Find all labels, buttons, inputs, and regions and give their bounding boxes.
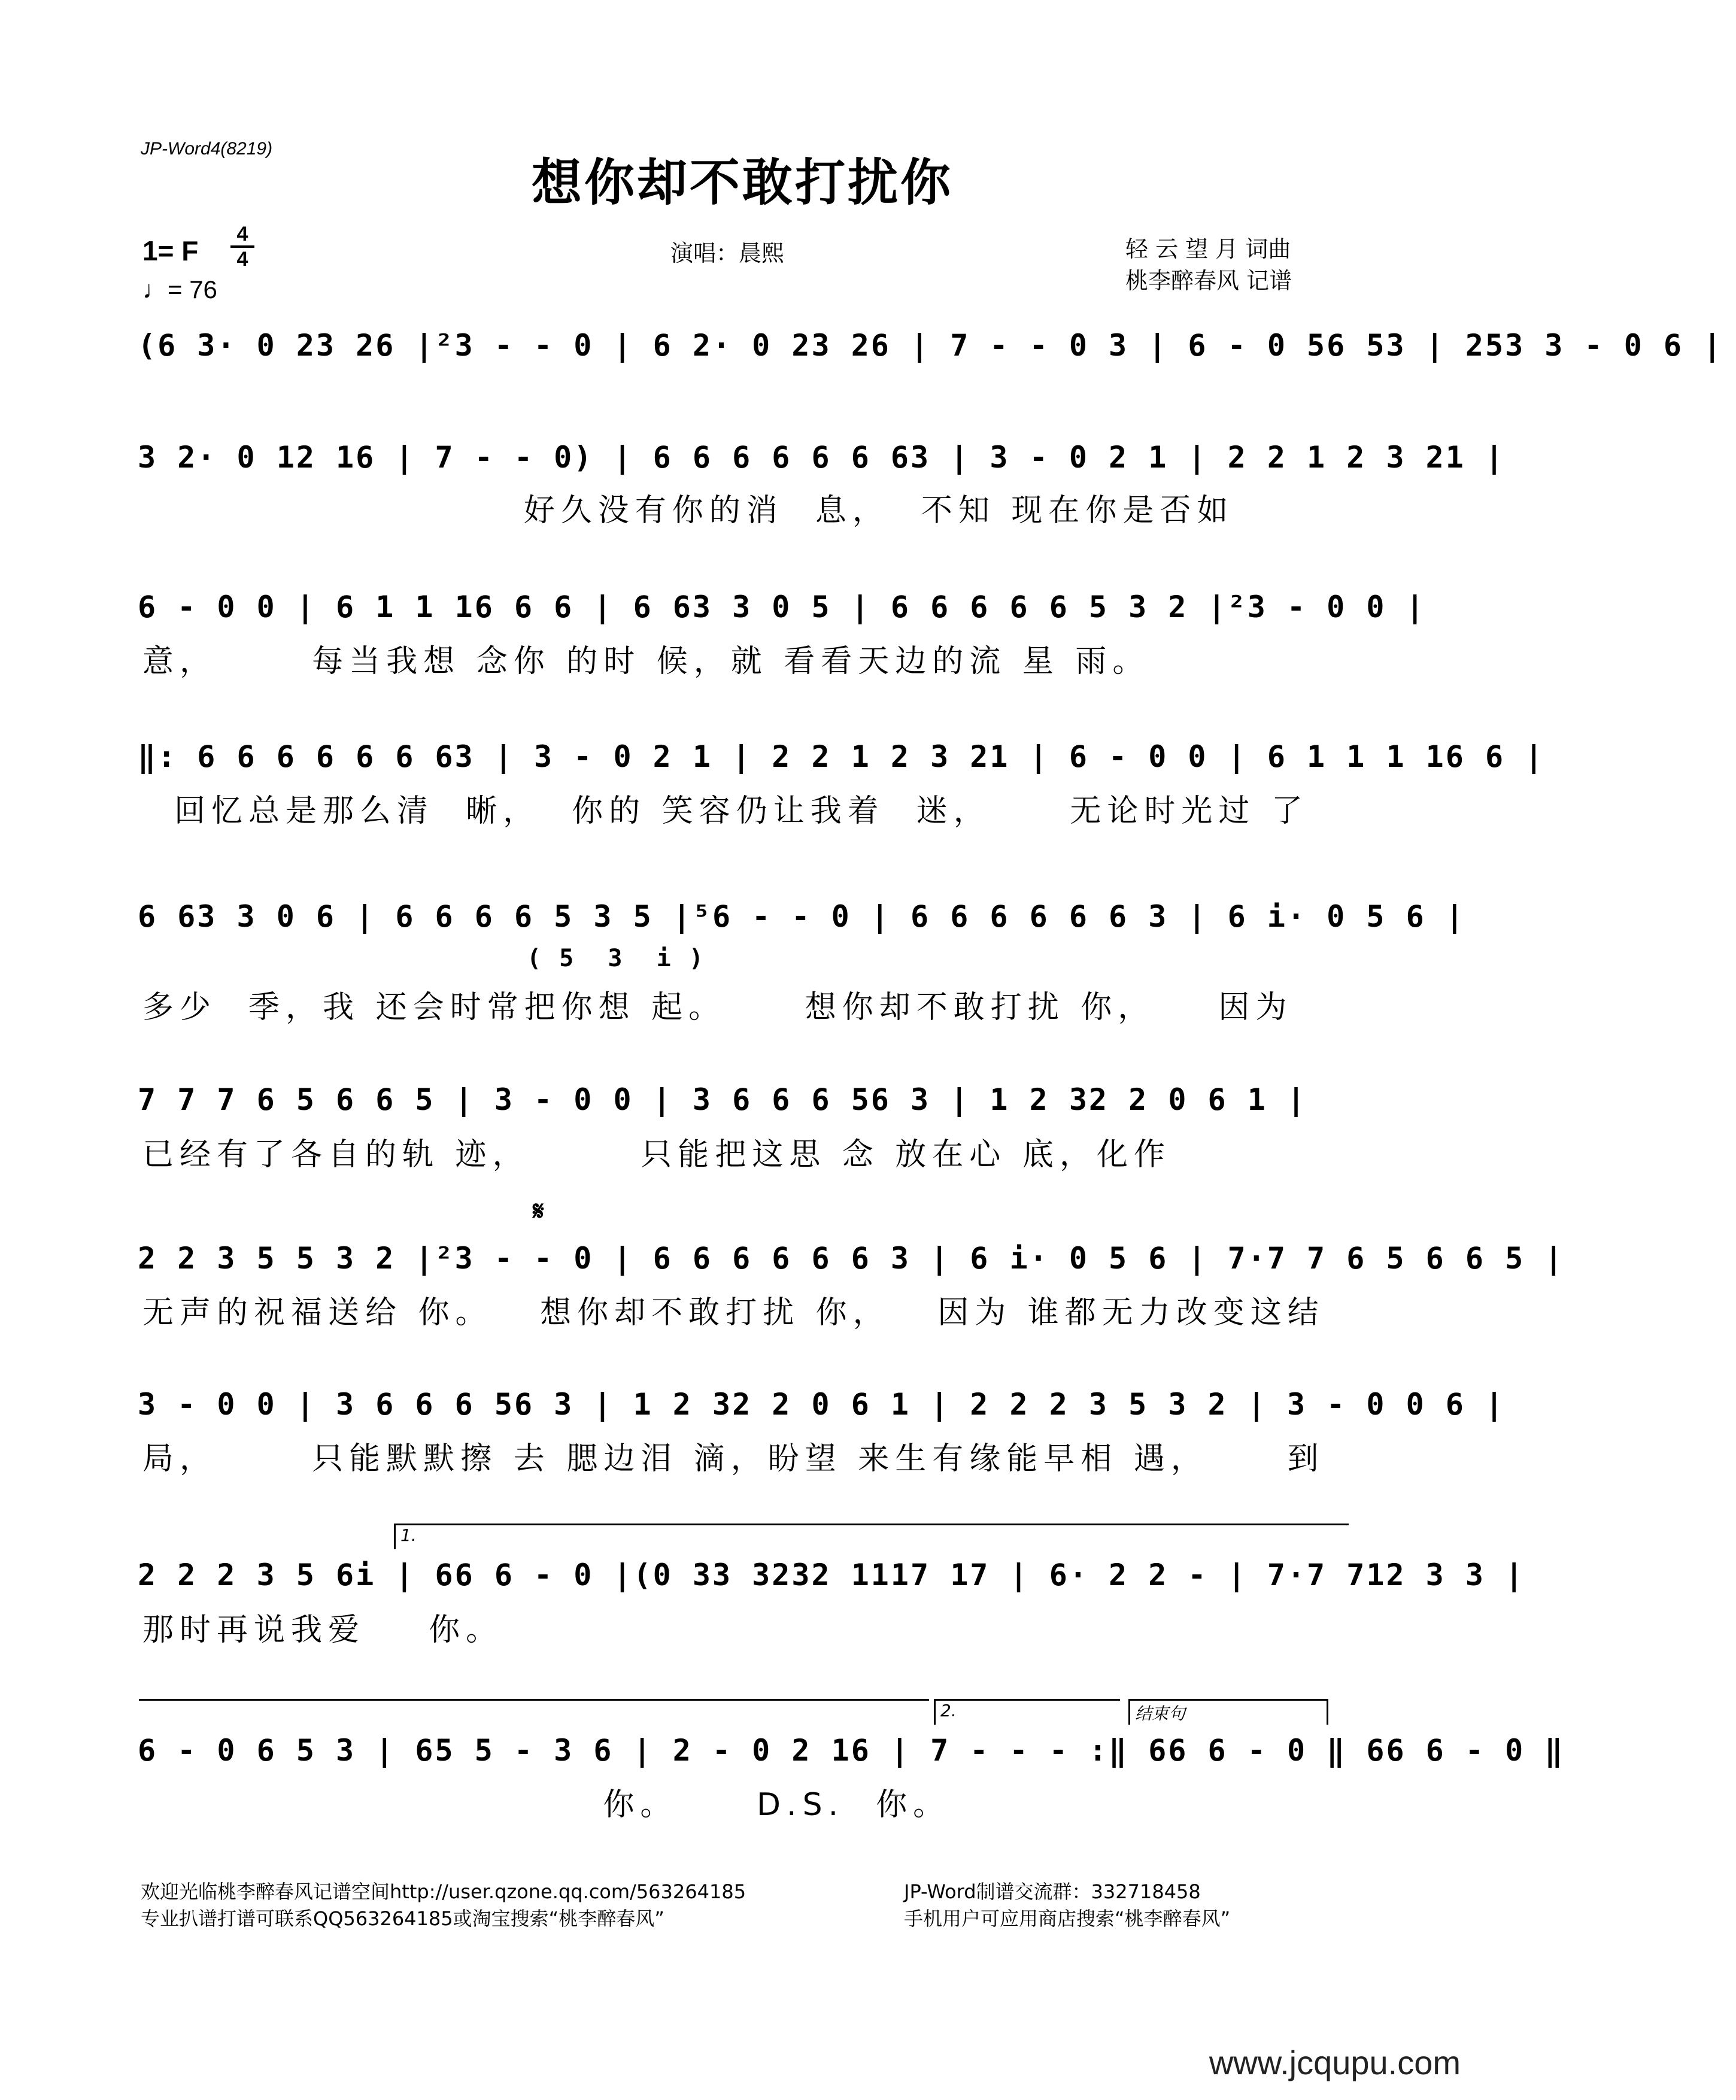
lyric-line-8: 局， 只能默默擦 去 腮边泪 滴，盼望 来生有缘能早相 遇， 到 bbox=[142, 1441, 1325, 1477]
score-line-5: 6 63 3 0 6 | 6 6 6 6 5 3 5 |⁵6 - - 0 | 6 6 6 6 6 6 3 | 6 i· 0 5 6 | bbox=[138, 899, 1465, 934]
score-line-7: 2 2 3 5 5 3 2 |²3 - - 0 | 6 6 6 6 6 6 3 | 6 i· 0 5 6 | 7·7 7 6 5 6 6 5 | bbox=[138, 1241, 1565, 1276]
lyric-line-5: 多少 季，我 还会时常把你想 起。 想你却不敢打扰 你， 因为 bbox=[142, 990, 1293, 1025]
singer: 演唱：晨熙 bbox=[670, 240, 785, 266]
lyric-line-7: 无声的祝福送给 你。 想你却不敢打扰 你， 因为 谁都无力改变这结 bbox=[142, 1295, 1325, 1331]
volta-1-bracket: 1. bbox=[394, 1524, 556, 1549]
song-title: 想你却不敢打扰你 bbox=[531, 153, 953, 212]
transcriber-credit: 桃李醉春风 记谱 bbox=[1125, 268, 1292, 294]
lyric-line-4: 回忆总是那么清 晰， 你的 笑容仍让我着 迷， 无论时光过 了 bbox=[142, 793, 1309, 829]
lyric-line-2: 好久没有你的消 息， 不知 现在你是否如 bbox=[142, 493, 1234, 529]
footer-line-2-left: 专业扒谱打谱可联系QQ563264185或淘宝搜索“桃李醉春风” bbox=[141, 1907, 664, 1930]
ending-bracket: 结束句 bbox=[1128, 1699, 1328, 1725]
footer-line-1-right: JP-Word制谱交流群：332718458 bbox=[904, 1880, 1201, 1903]
meter-top: 4 bbox=[236, 223, 248, 245]
volta-2-bracket: 2. bbox=[934, 1699, 1120, 1725]
tempo-marking: ♩= 76 bbox=[142, 275, 217, 304]
meter-bottom: 4 bbox=[230, 245, 254, 271]
lyric-line-10: 你。 D.S. 你。 bbox=[142, 1787, 951, 1823]
score-line-10: 6 - 0 6 5 3 | 65 5 - 3 6 | 2 - 0 2 16 | 7 - - - :‖ 66 6 - 0 ‖ 66 6 - 0 ‖ bbox=[138, 1733, 1565, 1768]
score-line-8: 3 - 0 0 | 3 6 6 6 56 3 | 1 2 32 2 0 6 1 | 2 2 2 3 5 3 2 | 3 - 0 0 6 | bbox=[138, 1387, 1506, 1422]
score-line-4: ‖: 6 6 6 6 6 6 63 | 3 - 0 2 1 | 2 2 1 2 3 21 | 6 - 0 0 | 6 1 1 1 16 6 | bbox=[138, 739, 1545, 774]
key-signature: 1= F bbox=[142, 235, 199, 266]
footer-line-1-left: 欢迎光临桃李醉春风记谱空间http://user.qzone.qq.com/563264185 bbox=[141, 1880, 746, 1903]
score-line-6: 7 7 7 6 5 6 6 5 | 3 - 0 0 | 3 6 6 6 56 3 | 1 2 32 2 0 6 1 | bbox=[138, 1082, 1307, 1117]
score-line-9: 2 2 2 3 5 6i | 66 6 - 0 |(0 33 3232 1117 17 | 6· 2 2 - | 7·7 712 3 3 | bbox=[138, 1558, 1525, 1592]
score-line-1: (6 3· 0 23 26 |²3 - - 0 | 6 2· 0 23 26 | 7 - - 0 3 | 6 - 0 56 53 | 253 3 - 0 6 | bbox=[138, 328, 1723, 363]
score-line-3: 6 - 0 0 | 6 1 1 16 6 6 | 6 63 3 0 5 | 6 6 6 6 6 5 3 2 |²3 - 0 0 | bbox=[138, 590, 1426, 624]
software-label: JP-Word4(8219) bbox=[141, 139, 273, 159]
time-signature bbox=[230, 223, 254, 271]
lyricist-credit: 轻 云 望 月 词曲 bbox=[1125, 236, 1291, 262]
site-watermark: www.jcqupu.com bbox=[1209, 2044, 1461, 2081]
score-line-2: 3 2· 0 12 16 | 7 - - 0) | 6 6 6 6 6 6 63 | 3 - 0 2 1 | 2 2 1 2 3 21 | bbox=[138, 440, 1506, 475]
repeat-span-line bbox=[139, 1699, 929, 1701]
lyric-line-6: 已经有了各自的轨 迹， 只能把这思 念 放在心 底，化作 bbox=[142, 1137, 1171, 1173]
alternate-notes: ( 5 3 i ) bbox=[527, 945, 705, 972]
lyric-line-9: 那时再说我爱 你。 bbox=[142, 1612, 503, 1648]
segno-sign: 𝄋 bbox=[533, 1196, 544, 1227]
lyric-line-3: 意， 每当我想 念你 的时 候，就 看看天边的流 星 雨。 bbox=[142, 644, 1150, 679]
footer-line-2-right: 手机用户可应用商店搜索“桃李醉春风” bbox=[904, 1907, 1231, 1930]
